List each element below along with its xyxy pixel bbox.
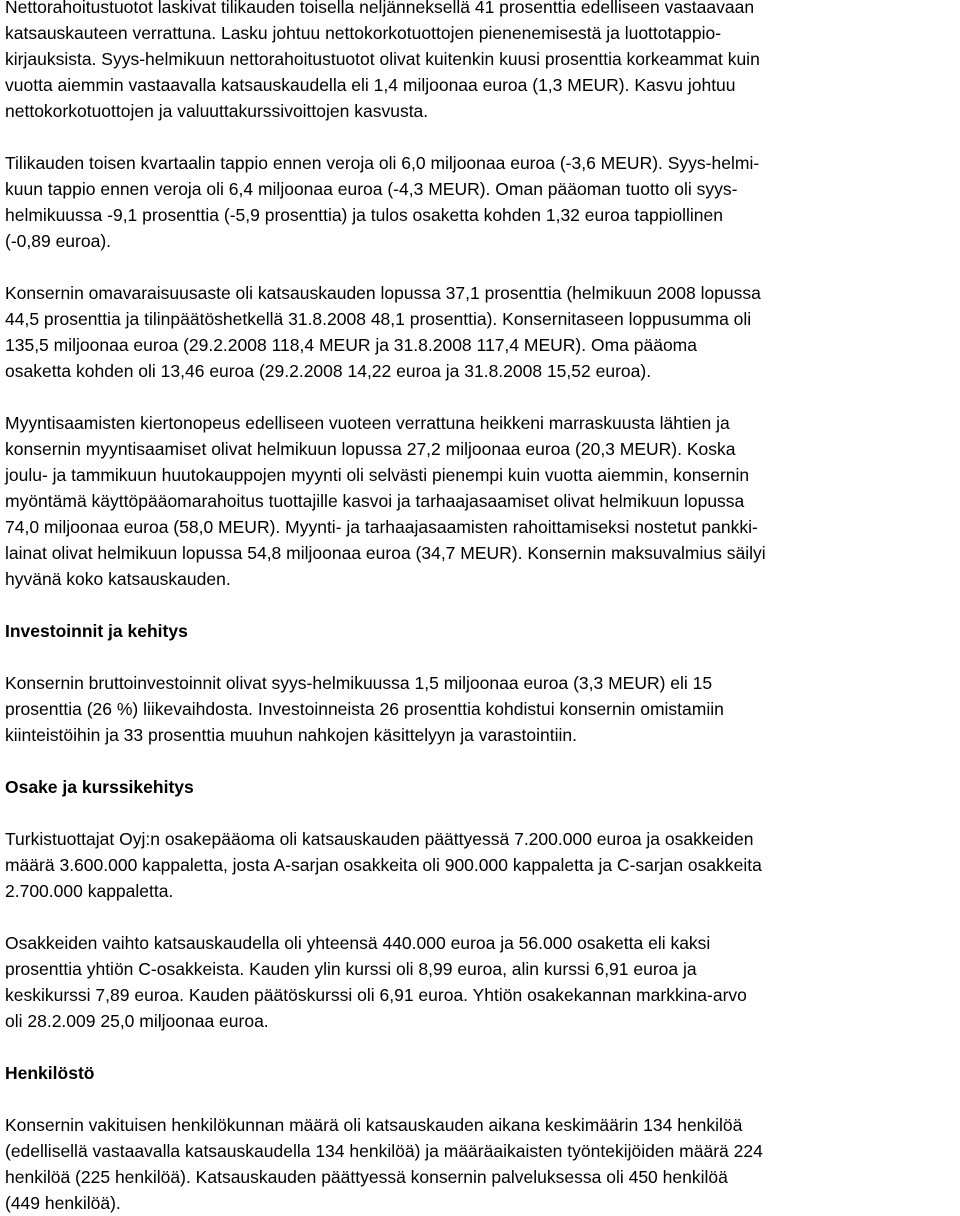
text-line: Tilikauden toisen kvartaalin tappio ennen veroja oli 6,0 miljoonaa euroa (-3,6 MEUR). Syys-helmi- [5,153,760,173]
text-line: osaketta kohden oli 13,46 euroa (29.2.2008 14,22 euroa ja 31.8.2008 15,52 euroa). [5,361,652,381]
text-line: vuotta aiemmin vastaavalla katsauskaudella eli 1,4 miljoonaa euroa (1,3 MEUR). Kasvu johtuu [5,75,736,95]
text-line: lainat olivat helmikuun lopussa 54,8 miljoonaa euroa (34,7 MEUR). Konsernin maksuvalmius säilyi [5,543,766,563]
text-line: kiinteistöihin ja 33 prosenttia muuhun nahkojen käsittelyyn ja varastointiin. [5,725,577,745]
text-line: katsauskauteen verrattuna. Lasku johtuu nettokorkotuottojen pienenemisestä ja luottotappio- [5,23,722,43]
text-line: 2.700.000 kappaletta. [5,881,174,901]
paragraph-share-trading [5,930,955,1034]
paragraph-gap [5,904,955,930]
text-line: Osakkeiden vaihto katsauskaudella oli yhteensä 440.000 euroa ja 56.000 osaketta eli kaksi [5,933,711,953]
text-line: määrä 3.600.000 kappaletta, josta A-sarjan osakkeita oli 900.000 kappaletta ja C-sarjan osakkeita [5,855,762,875]
text-line: myöntämä käyttöpääomarahoitus tuottajille kasvoi ja tarhaajasaamiset olivat helmikuun lopussa [5,491,745,511]
paragraph-investments [5,670,955,748]
paragraph-share-capital [5,826,955,904]
paragraph-gap [5,1086,955,1112]
text-line: keskikurssi 7,89 euroa. Kauden päätöskurssi oli 6,91 euroa. Yhtiön osakekannan markkina-arvo [5,985,747,1005]
text-line: 44,5 prosenttia ja tilinpäätöshetkellä 31.8.2008 48,1 prosenttia). Konsernitaseen loppusumma oli [5,309,752,329]
text-line: kirjauksista. Syys-helmikuun nettorahoitustuotot olivat kuitenkin kuusi prosenttia korkeammat kuin [5,49,760,69]
text-line: Turkistuottajat Oyj:n osakepääoma oli katsauskauden päättyessä 7.200.000 euroa ja osakkeiden [5,829,754,849]
text-line: prosenttia (26 %) liikevaihdosta. Investoinneista 26 prosenttia kohdistui konsernin omistamiin [5,699,724,719]
text-line: hyvänä koko katsauskauden. [5,569,231,589]
section-heading-share: Osake ja kurssikehitys [5,777,194,797]
paragraph-loss-before-taxes [5,150,955,254]
text-line: 74,0 miljoonaa euroa (58,0 MEUR). Myynti- ja tarhaajasaamisten rahoittamiseksi nostetut pankki- [5,517,758,537]
text-line: (449 henkilöä). [5,1193,121,1213]
text-line: (-0,89 euroa). [5,231,112,251]
text-line: (edellisellä vastaavalla katsauskaudella 134 henkilöä) ja määräaikaisten työntekijöiden määrä 224 [5,1141,763,1161]
paragraph-gap [5,254,955,280]
section-heading-personnel: Henkilöstö [5,1063,95,1083]
text-line: 135,5 miljoonaa euroa (29.2.2008 118,4 MEUR ja 31.8.2008 117,4 MEUR). Oma pääoma [5,335,697,355]
text-line: Konsernin bruttoinvestoinnit olivat syys-helmikuussa 1,5 miljoonaa euroa (3,3 MEUR) eli 15 [5,673,713,693]
text-line: kuun tappio ennen veroja oli 6,4 miljoonaa euroa (-4,3 MEUR). Oman pääoman tuotto oli syys- [5,179,738,199]
paragraph-gap [5,800,955,826]
paragraph-equity-ratio [5,280,955,384]
paragraph-gap [5,644,955,670]
paragraph-receivables [5,410,955,592]
paragraph-gap [5,1034,955,1060]
text-line: henkilöä (225 henkilöä). Katsauskauden päättyessä konsernin palveluksessa oli 450 henkilöä [5,1167,728,1187]
paragraph-gap [5,124,955,150]
text-line: Myyntisaamisten kiertonopeus edelliseen vuoteen verrattuna heikkeni marraskuusta lähtien ja [5,413,730,433]
text-line: nettokorkotuottojen ja valuuttakurssivoittojen kasvusta. [5,101,429,121]
text-line: helmikuussa -9,1 prosenttia (-5,9 prosenttia) ja tulos osaketta kohden 1,32 euroa tappiollinen [5,205,723,225]
text-line: konsernin myyntisaamiset olivat helmikuun lopussa 27,2 miljoonaa euroa (20,3 MEUR). Koska [5,439,736,459]
text-line: oli 28.2.009 25,0 miljoonaa euroa. [5,1011,269,1031]
paragraph-gap [5,384,955,410]
paragraph-net-financial-income [5,0,955,124]
section-heading-investments: Investoinnit ja kehitys [5,621,188,641]
text-line: Konsernin vakituisen henkilökunnan määrä oli katsauskauden aikana keskimäärin 134 henkilöä [5,1115,743,1135]
paragraph-gap [5,592,955,618]
text-line: Konsernin omavaraisuusaste oli katsauskauden lopussa 37,1 prosenttia (helmikuun 2008 lopussa [5,283,761,303]
paragraph-gap [5,748,955,774]
paragraph-personnel [5,1112,955,1216]
text-line: Nettorahoitustuotot laskivat tilikauden toisella neljänneksellä 41 prosenttia edelliseen vastaavaan [5,0,755,17]
text-line: joulu- ja tammikuun huutokauppojen myynti oli selvästi pienempi kuin vuotta aiemmin, konsernin [5,465,750,485]
text-line: prosenttia yhtiön C-osakkeista. Kauden ylin kurssi oli 8,99 euroa, alin kurssi 6,91 euroa ja [5,959,697,979]
